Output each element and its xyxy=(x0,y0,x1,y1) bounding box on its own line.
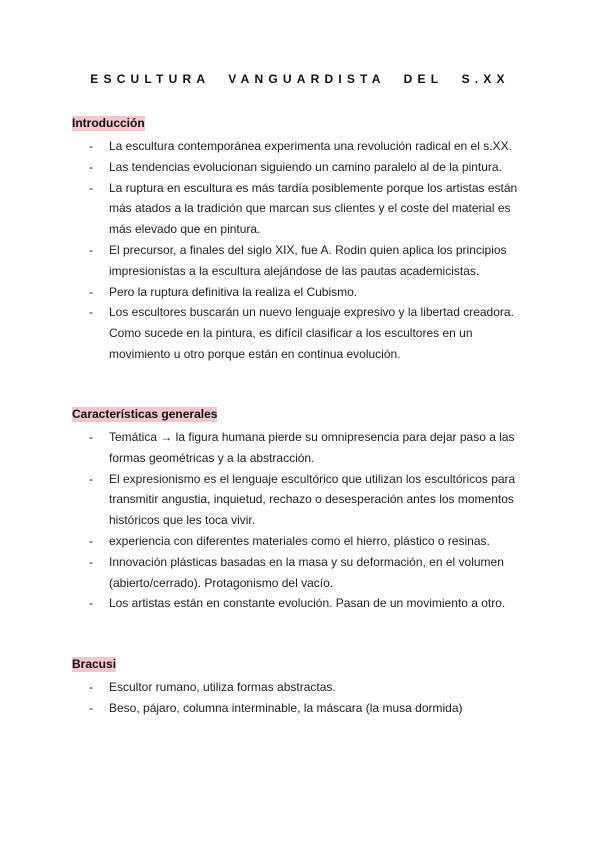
dash-bullet: - xyxy=(89,284,93,299)
list-item xyxy=(72,552,532,594)
list-item xyxy=(72,157,532,178)
list-item xyxy=(72,282,532,303)
list-item-text: Innovación plásticas basadas en la masa y su deformación, en el volumen (abierto/cerrado). Protagonismo del vacío. xyxy=(109,554,504,590)
list-item-text: Escultor rumano, utiliza formas abstractas. xyxy=(109,680,336,694)
dash-bullet: - xyxy=(89,305,93,320)
dash-bullet: - xyxy=(89,596,93,611)
dash-bullet: - xyxy=(89,180,93,195)
list-item xyxy=(72,302,532,364)
dash-bullet: - xyxy=(89,533,93,548)
list-item-text: Temática → la figura humana pierde su omnipresencia para dejar paso a las formas geométricas y a la abstracción. xyxy=(109,430,515,465)
dash-bullet: - xyxy=(89,242,93,257)
section-introduccion xyxy=(72,114,532,365)
document-title: ESCULTURA VANGUARDISTA DEL S.XX xyxy=(90,72,510,86)
list-item-text: El expresionismo es el lenguaje escultórico que utilizan los escultóricos para transmitir angustia, inquietud, rechazo o desesperación antes los momentos históricos que les toca vivir. xyxy=(109,471,516,528)
list-item xyxy=(72,469,532,531)
bullet-list xyxy=(72,677,532,719)
list-item-text: Beso, pájaro, columna interminable, la máscara (la musa dormida) xyxy=(109,700,463,715)
list-item-text: Los artistas están en constante evolución. Pasan de un movimiento a otro. xyxy=(109,596,506,611)
bullet-list xyxy=(72,136,532,365)
list-item xyxy=(72,677,532,698)
bullet-list xyxy=(72,427,532,614)
section-heading: Introducción xyxy=(72,116,145,130)
list-item xyxy=(72,593,532,614)
dash-bullet: - xyxy=(89,430,93,444)
list-item-text: experiencia con diferentes materiales como el hierro, plástico o resinas. xyxy=(109,533,490,548)
list-item-text: La ruptura en escultura es más tardía posiblemente porque los artistas están más atados a la tradición que marcan sus clientes y el coste del material es más elevado que en pintura. xyxy=(109,180,518,237)
list-item xyxy=(72,136,532,157)
list-item-text: Los escultores buscarán un nuevo lenguaje expresivo y la libertad creadora. Como sucede en la pintura, es difícil clasificar a los escultores en un movimiento u otro porque están en continua evolución. xyxy=(109,305,514,361)
dash-bullet: - xyxy=(89,554,93,569)
section-heading: Bracusi xyxy=(72,657,117,671)
dash-bullet: - xyxy=(89,471,93,486)
list-item xyxy=(72,427,532,469)
dash-bullet: - xyxy=(89,159,93,174)
section-bracusi xyxy=(72,655,532,719)
list-item xyxy=(72,240,532,282)
list-item-text: Las tendencias evolucionan siguiendo un camino paralelo al de la pintura. xyxy=(109,159,502,174)
dash-bullet: - xyxy=(89,700,93,715)
section-heading: Características generales xyxy=(72,407,218,421)
list-item-text: Pero la ruptura definitiva la realiza el Cubismo. xyxy=(109,284,358,299)
list-item-text: La escultura contemporánea experimenta una revolución radical en el s.XX. xyxy=(109,139,512,153)
list-item xyxy=(72,178,532,240)
list-item xyxy=(72,531,532,552)
list-item-text: El precursor, a finales del siglo XIX, fue A. Rodin quien aplica los principios impresionistas a la escultura alejándose de las pautas academicistas. xyxy=(109,242,507,278)
dash-bullet: - xyxy=(89,139,93,153)
list-item xyxy=(72,698,532,719)
section-caracteristicas-generales xyxy=(72,405,532,614)
dash-bullet: - xyxy=(89,680,93,694)
